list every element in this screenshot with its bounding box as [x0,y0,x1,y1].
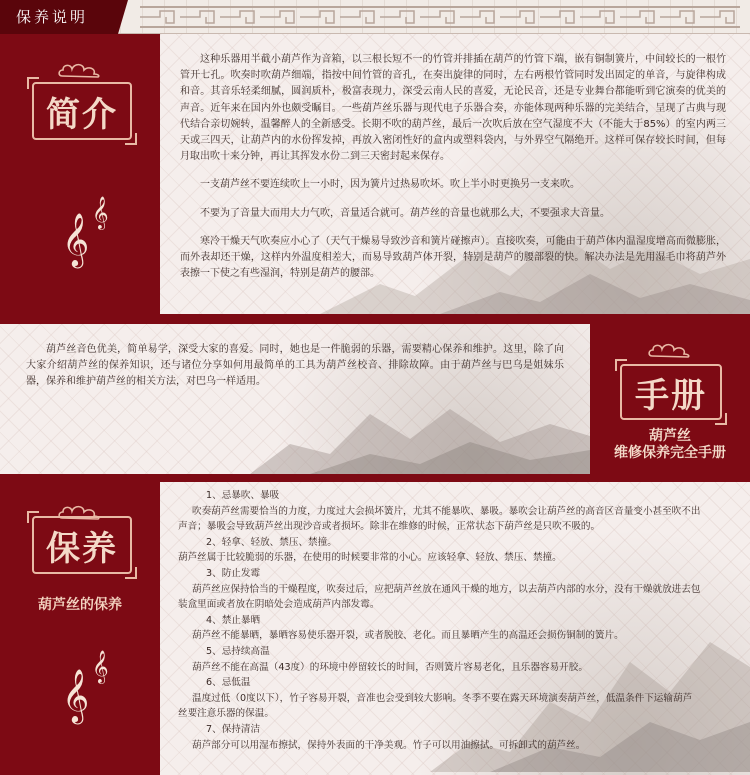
care-item-title: 6、忌低温 [206,677,251,689]
intro-red-panel [0,34,160,314]
treble-clef-icon: 𝄞 [92,650,109,683]
manual-caption-line1: 葫芦丝 [649,428,691,444]
manual-text-panel [0,324,590,474]
manual-red-panel [590,324,750,474]
manual-paragraph: 葫芦丝音色优美，简单易学，深受大家的喜爱。同时，她也是一件脆弱的乐器，需要精心保养和维护。这里，除了向大家介绍葫芦丝的保养知识，还与诸位分享如何用最简单的工具为葫芦丝校音、排除故障。由于葫芦丝与巴乌是姐妹乐器，保养和维护葫芦丝的相关方法，对巴乌一样适用。 [26,344,564,387]
intro-text-panel [160,34,750,314]
care-item-text: 葫芦丝应保持恰当的干燥程度，吹奏过后，应把葫芦丝放在通风干燥的地方，以去葫芦内部的水分，没有干燥就放进去包 [192,583,701,595]
care-item-title: 1、忌暴吹、暴吸 [206,490,280,501]
section-divider [0,474,750,482]
intro-paragraph: 寒冷干燥天气吹奏应小心了（天气干燥易导致沙音和簧片碰擦声）。直接吹奏，可能由于葫芦体内温湿度增高而微膨胀，而外表却还干燥，这样内外温度相差大，而易导致葫芦体开裂，特别是葫芦的腰部裂的快。解决办法是先用湿毛巾将葫芦外表擦一下使之有些湿润，特别是葫芦的腰部。 [180,235,726,280]
care-item-title: 4、禁止暴晒 [206,614,261,626]
care-red-panel [0,482,160,775]
fret-border-icon [140,6,740,28]
treble-clef-icon: 𝄞 [92,196,109,229]
section-divider [0,314,750,324]
ink-mountain-decoration [250,384,590,474]
treble-clef-icon: 𝄞 [62,212,90,266]
care-caption: 葫芦丝的保养 [38,597,122,613]
cloud-ornament-icon [648,342,692,358]
care-item-text: 葫芦丝属于比较脆弱的乐器，在使用的时候要非常的小心。应该轻拿、轻放、禁压、禁撞。 [178,552,562,564]
header-title: 保养说明 [0,0,118,34]
care-item-title: 2、轻拿、轻放、禁压、禁撞。 [206,536,337,548]
care-item-text: 吹奏葫芦丝需要恰当的力度，力度过大会损坏簧片，尤其不能暴吹、暴吸。暴吹会让葫芦丝的高音区音量变小甚至吹不出 [192,505,701,517]
intro-paragraph: 一支葫芦丝不要连续吹上一小时，因为簧片过热易吹坏。吹上半小时更换另一支来吹。 [200,179,580,191]
care-item-text: 声音；暴吸会导致葫芦丝出现沙音或者损坏。除非在维修的时候，正常状态下葫芦丝是只吹不吸的。 [178,521,601,533]
header-bar [0,0,750,34]
care-item-text: 温度过低（0度以下），竹子容易开裂，音准也会受到较大影响。冬季不要在露天环境演奏葫芦丝，低温条件下运输葫芦 [192,692,693,704]
care-item-text: 葫芦部分可以用湿布擦拭，保持外表面的干净美观。竹子可以用油擦拭。可拆卸式的葫芦丝。 [192,739,586,751]
intro-paragraph: 不要为了音量大而用大力气吹，音量适合就可。葫芦丝的音量也就那么大，不要强求大音量。 [200,207,610,219]
care-item-text: 葫芦丝不能暴晒，暴晒容易使乐器开裂，或者脱胶、老化。而且暴晒产生的高温还会损伤铜制的簧片。 [192,630,624,642]
care-item-title: 7、保持清洁 [206,723,261,735]
care-text-panel [160,482,750,775]
intro-badge: 简介 [32,82,132,140]
care-item-text: 葫芦丝不能在高温（43度）的环境中停留较长的时间，否则簧片容易老化，且乐器容易开胶。 [192,661,588,673]
cloud-ornament-icon [58,62,102,78]
manual-badge: 手册 [620,364,722,420]
manual-caption-line2: 维修保养完全手册 [614,445,726,461]
care-item-title: 5、忌持续高温 [206,645,270,657]
care-badge: 保养 [32,516,132,574]
care-item-text: 装盒里面或者放在阴暗处会造成葫芦内部发霉。 [178,599,380,611]
care-item-title: 3、防止发霉 [206,567,261,579]
care-item-text: 丝要注意乐器的保温。 [178,708,274,720]
treble-clef-icon: 𝄞 [62,668,90,722]
intro-paragraph: 这种乐器用半截小葫芦作为音箱，以三根长短不一的竹管并排插在葫芦的竹管下端，嵌有铜制簧片，中间较长的一根竹管开七孔。吹奏时吹葫芦细端，指按中间竹管的音孔，在奏出旋律的同时，左右两根竹管同时发出固定的单音，与旋律构成和音。其音乐轻柔细腻，圆润质朴，极富表现力，深受云南人民的喜爱，无论民音，还是专业舞台都能听到它演奏的优美的声音。近年来在国内外也颇受瞩目。一些葫芦丝乐器与现代电子乐器合奏，亦能体现两种乐器的完美结合，呈现了古典与现代结合亲切婉转，温馨醉人的全新感受。长期不吹的葫芦丝，最后一次吹后放在空气湿度不大（不能大于85%）的室内两三天或三四天，让葫芦内的水份挥发掉，再放入密闭性好的盒内或塑料袋内，与外界空气隔绝开。这样可保存较长时间，但每月取出吹十来分钟，再让其挥发水份二到三天密封起来保存。 [180,54,726,163]
